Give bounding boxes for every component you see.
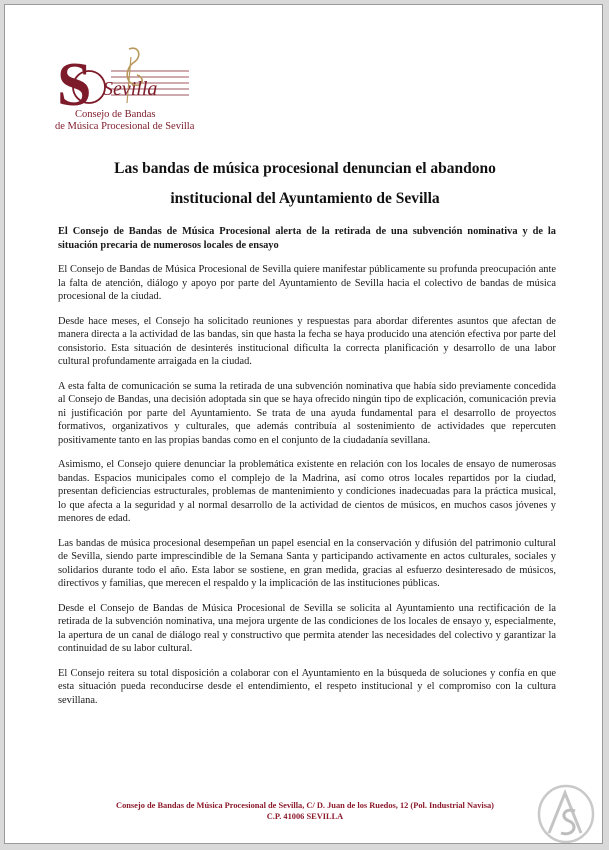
consejo-logo <box>51 43 201 143</box>
document-body <box>58 225 556 718</box>
footer-address: Consejo de Bandas de Música Procesional de Sevilla, C/ D. Juan de los Ruedos, 12 (Pol. Industrial Navisa) <box>116 801 494 810</box>
logo-emblem-icon <box>51 43 201 113</box>
logo-wordmark: Sevilla <box>103 78 158 100</box>
svg-text:S: S <box>57 51 92 113</box>
paragraph-3: A esta falta de comunicación se suma la retirada de una subvención nominativa que había sido previamente concedida al Consejo de Bandas, una decisión adoptada sin que se haya ofrecido ningún tipo de explicación, comunicación previa ni justificación por parte del Ayuntamiento. Se trata de una ayuda fundamental para el desarrollo de proyectos formativos, organizativos y culturales, que además contribuía al sostenimiento de actividades que repercuten positivamente tanto en las propias bandas como en el conjunto de la ciudadanía sevillana. <box>58 380 556 446</box>
document-subtitle: El Consejo de Bandas de Música Procesional alerta de la retirada de una subvención nominativa y de la situación precaria de numerosos locales de ensayo <box>58 226 556 251</box>
logo-text-line1: Consejo de Bandas <box>75 109 156 120</box>
paragraph-1: El Consejo de Bandas de Música Procesional de Sevilla quiere manifestar públicamente su profunda preocupación ante la falta de atención, diálogo y apoyo por parte del Ayuntamiento de Sevilla hacia el colectivo de bandas de música procesional de la ciudad. <box>58 264 556 303</box>
logo-text-line2: de Música Procesional de Sevilla <box>55 121 195 132</box>
document-footer <box>65 800 545 823</box>
paragraph-2: Desde hace meses, el Consejo ha solicitado reuniones y respuestas para abordar diferentes asuntos que afectan de manera directa a la actividad de las bandas, sin que hasta la fecha se haya producido una atención efectiva por parte del consistorio. Esta situación de desinterés institucional dificulta la correcta planificación y desarrollo de una labor cultural profundamente arraigada en la ciudad. <box>58 315 556 368</box>
document-page <box>4 4 603 844</box>
document-title-line1: Las bandas de música procesional denuncian el abandono <box>114 160 496 177</box>
publisher-logo-icon <box>535 783 597 844</box>
document-title-line2: institucional del Ayuntamiento de Sevilla <box>170 190 440 207</box>
paragraph-4: Asimismo, el Consejo quiere denunciar la problemática existente en relación con los locales de ensayo de numerosas bandas. Espacios municipales como el complejo de la Madrina, así como otros locales repartidos por la ciudad, presentan deficiencias estructurales, problemas de mantenimiento y condiciones inadecuadas para la práctica musical, lo que afecta a la seguridad y al normal desarrollo de la actividad de cientos de músicos, en muchos casos jóvenes y menores de edad. <box>58 459 556 525</box>
paragraph-5: Las bandas de música procesional desempeñan un papel esencial en la conservación y difusión del patrimonio cultural de Sevilla, siendo parte imprescindible de la Semana Santa y participando activamente en actos culturales, sociales y solidarios durante todo el año. Esta labor se sostiene, en gran medida, gracias al esfuerzo desinteresado de músicos, directivos y familias, que merecen el respaldo y la implicación de las instituciones públicas. <box>58 537 556 590</box>
footer-postal: C.P. 41006 SEVILLA <box>266 812 344 822</box>
paragraph-7: El Consejo reitera su total disposición a colaborar con el Ayuntamiento en la búsqueda de soluciones y confía en que esta situación pueda reconducirse desde el entendimiento, el respeto institucional y el compromiso con la cultura sevillana. <box>58 667 556 706</box>
paragraph-6: Desde el Consejo de Bandas de Música Procesional de Sevilla se solicita al Ayuntamiento una rectificación de la retirada de la subvención nominativa, una mejora urgente de las condiciones de los locales de ensayo y, especialmente, la apertura de un canal de diálogo real y constructivo que permita atender las necesidades del colectivo y garantizar la continuidad de su labor cultural. <box>58 602 556 655</box>
